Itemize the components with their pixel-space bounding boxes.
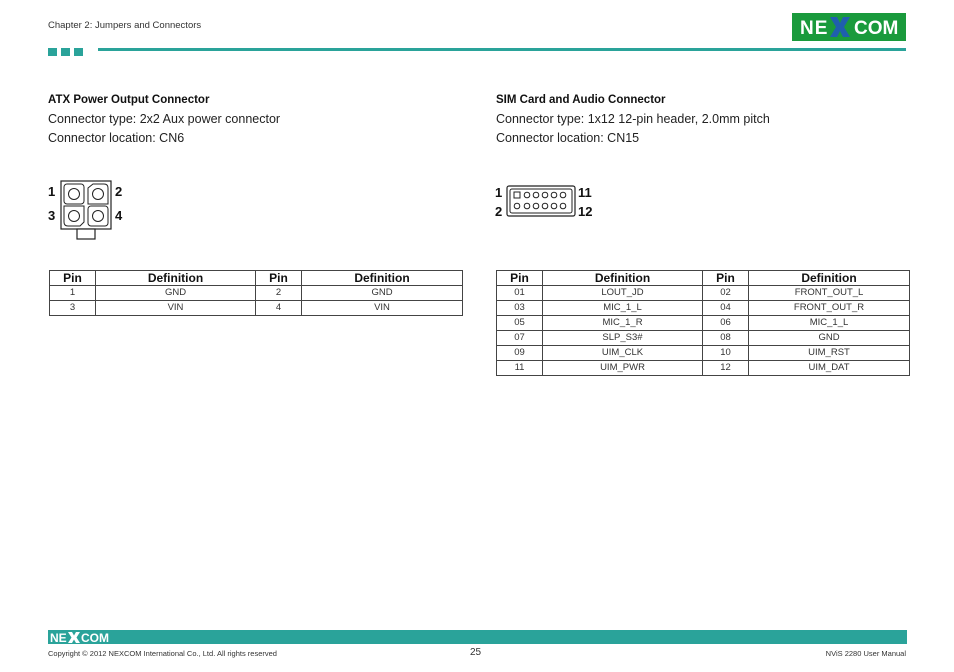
table-cell: 07 bbox=[497, 331, 543, 346]
table-cell: VIN bbox=[302, 301, 463, 316]
table-cell: 06 bbox=[703, 316, 749, 331]
table-cell: MIC_1_L bbox=[543, 301, 703, 316]
col-header-definition: Definition bbox=[749, 271, 910, 286]
atx-connector-type: Connector type: 2x2 Aux power connector bbox=[48, 112, 281, 126]
table-cell: 01 bbox=[497, 286, 543, 301]
table-cell: GND bbox=[96, 286, 256, 301]
page-number: 25 bbox=[470, 647, 482, 658]
table-cell: 1 bbox=[50, 286, 96, 301]
header-square-2 bbox=[61, 48, 70, 56]
atx-pin-table bbox=[49, 270, 463, 316]
table-cell: SLP_S3# bbox=[543, 331, 703, 346]
table-row bbox=[497, 301, 910, 316]
table-cell: 09 bbox=[497, 346, 543, 361]
table-cell: 05 bbox=[497, 316, 543, 331]
table-row bbox=[497, 361, 910, 376]
atx-connector-diagram bbox=[48, 180, 138, 242]
footer-nexcom-logo bbox=[50, 630, 110, 644]
table-cell: 03 bbox=[497, 301, 543, 316]
sim-audio-section-title: SIM Card and Audio Connector bbox=[496, 94, 666, 106]
table-cell: 12 bbox=[703, 361, 749, 376]
svg-text:COM: COM bbox=[81, 631, 109, 644]
cn15-pin11-label: 11 bbox=[578, 185, 592, 200]
sim-audio-connector-location: Connector location: CN15 bbox=[496, 131, 640, 145]
cn15-pin2-label: 2 bbox=[495, 204, 503, 219]
table-row bbox=[497, 346, 910, 361]
table-cell: GND bbox=[302, 286, 463, 301]
table-cell: UIM_CLK bbox=[543, 346, 703, 361]
svg-text:NE: NE bbox=[50, 631, 67, 644]
cn15-pin1-label: 1 bbox=[495, 185, 503, 200]
col-header-definition: Definition bbox=[96, 271, 256, 286]
table-header-row bbox=[50, 271, 463, 286]
table-row bbox=[50, 286, 463, 301]
table-cell: MIC_1_L bbox=[749, 316, 910, 331]
footer-bar bbox=[48, 630, 907, 644]
table-cell: FRONT_OUT_R bbox=[749, 301, 910, 316]
copyright-notice: Copyright © 2012 NEXCOM International Co., Ltd. All rights reserved bbox=[48, 649, 277, 658]
col-header-pin: Pin bbox=[703, 271, 749, 286]
table-header-row bbox=[497, 271, 910, 286]
table-cell: 04 bbox=[703, 301, 749, 316]
table-row bbox=[497, 316, 910, 331]
table-cell: UIM_RST bbox=[749, 346, 910, 361]
table-cell: UIM_DAT bbox=[749, 361, 910, 376]
table-cell: GND bbox=[749, 331, 910, 346]
atx-pin1-label: 1 bbox=[48, 184, 56, 199]
table-cell: VIN bbox=[96, 301, 256, 316]
table-cell: LOUT_JD bbox=[543, 286, 703, 301]
table-cell: 2 bbox=[256, 286, 302, 301]
cn15-pin12-label: 12 bbox=[578, 204, 593, 219]
atx-pin3-label: 3 bbox=[48, 208, 56, 223]
col-header-pin: Pin bbox=[50, 271, 96, 286]
manual-title: NViS 2280 User Manual bbox=[825, 649, 906, 658]
svg-text:NE: NE bbox=[800, 18, 829, 39]
nexcom-logo bbox=[792, 13, 906, 41]
table-cell: 08 bbox=[703, 331, 749, 346]
col-header-definition: Definition bbox=[302, 271, 463, 286]
table-cell: 10 bbox=[703, 346, 749, 361]
cn15-pin-table bbox=[496, 270, 910, 376]
header-square-1 bbox=[48, 48, 57, 56]
table-cell: 11 bbox=[497, 361, 543, 376]
col-header-definition: Definition bbox=[543, 271, 703, 286]
table-cell: 4 bbox=[256, 301, 302, 316]
table-row bbox=[497, 331, 910, 346]
table-cell: UIM_PWR bbox=[543, 361, 703, 376]
col-header-pin: Pin bbox=[256, 271, 302, 286]
table-cell: MIC_1_R bbox=[543, 316, 703, 331]
atx-pin2-label: 2 bbox=[115, 184, 123, 199]
atx-pin4-label: 4 bbox=[115, 208, 123, 223]
chapter-title: Chapter 2: Jumpers and Connectors bbox=[48, 20, 202, 31]
table-cell: 02 bbox=[703, 286, 749, 301]
table-row bbox=[50, 301, 463, 316]
sim-audio-connector-diagram bbox=[494, 185, 604, 221]
atx-connector-location: Connector location: CN6 bbox=[48, 131, 185, 145]
table-cell: 3 bbox=[50, 301, 96, 316]
header-rule bbox=[98, 48, 906, 51]
cn15-2x6-header-icon bbox=[506, 185, 578, 219]
sim-audio-connector-type: Connector type: 1x12 12-pin header, 2.0mm pitch bbox=[496, 112, 770, 126]
header-square-3 bbox=[74, 48, 83, 56]
svg-text:COM: COM bbox=[854, 18, 899, 39]
col-header-pin: Pin bbox=[497, 271, 543, 286]
table-cell: FRONT_OUT_L bbox=[749, 286, 910, 301]
table-row bbox=[497, 286, 910, 301]
atx-2x2-header-icon bbox=[60, 180, 112, 242]
atx-section-title: ATX Power Output Connector bbox=[48, 94, 210, 106]
